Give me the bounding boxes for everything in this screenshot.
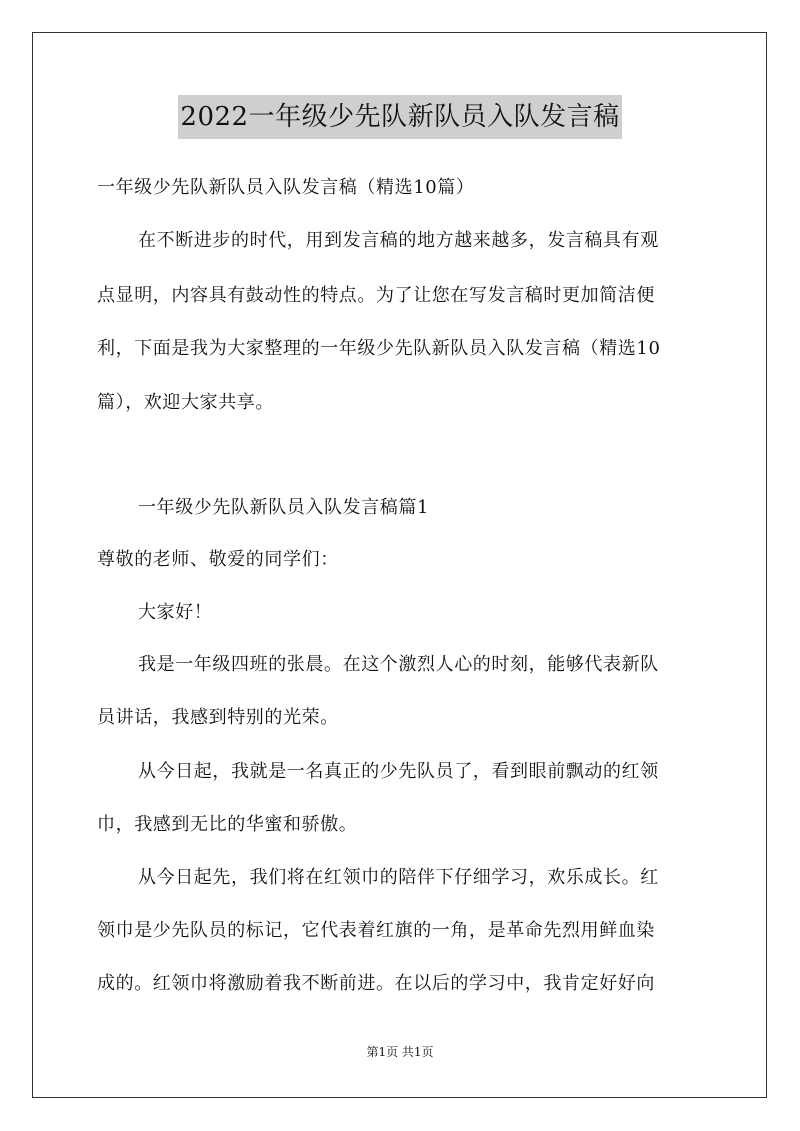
page-number-footer: 第1页 共1页	[366, 1045, 434, 1059]
body-line: 领巾是少先队员的标记，它代表着红旗的一角，是革命先烈用鲜血染	[97, 920, 655, 941]
document-title: 2022一年级少先队新队员入队发言稿	[178, 95, 621, 139]
intro-line: 点显明，内容具有鼓动性的特点。为了让您在写发言稿时更加简洁便	[97, 285, 655, 306]
body-line: 从今日起，我就是一名真正的少先队员了，看到眼前飘动的红领	[138, 761, 659, 782]
intro-line: 在不断进步的时代，用到发言稿的地方越来越多，发言稿具有观	[138, 230, 659, 251]
body-line: 成的。红领巾将激励着我不断前进。在以后的学习中，我肯定好好向	[97, 973, 655, 994]
greeting: 大家好！	[138, 602, 213, 623]
body-line: 我是一年级四班的张晨。在这个激烈人心的时刻，能够代表新队	[138, 654, 659, 675]
intro-line: 利，下面是我为大家整理的一年级少先队新队员入队发言稿（精选10	[97, 338, 661, 359]
body-line: 员讲话，我感到特别的光荣。	[97, 707, 339, 728]
salutation: 尊敬的老师、敬爱的同学们：	[97, 549, 339, 570]
title-container	[0, 95, 800, 139]
body-line: 从今日起先，我们将在红领巾的陪伴下仔细学习，欢乐成长。红	[138, 867, 659, 888]
intro-line: 篇），欢迎大家共享。	[97, 392, 274, 413]
body-line: 巾，我感到无比的华蜜和骄傲。	[97, 814, 358, 835]
document-subtitle: 一年级少先队新队员入队发言稿（精选10篇）	[97, 177, 475, 198]
section-heading: 一年级少先队新队员入队发言稿篇1	[138, 497, 430, 518]
